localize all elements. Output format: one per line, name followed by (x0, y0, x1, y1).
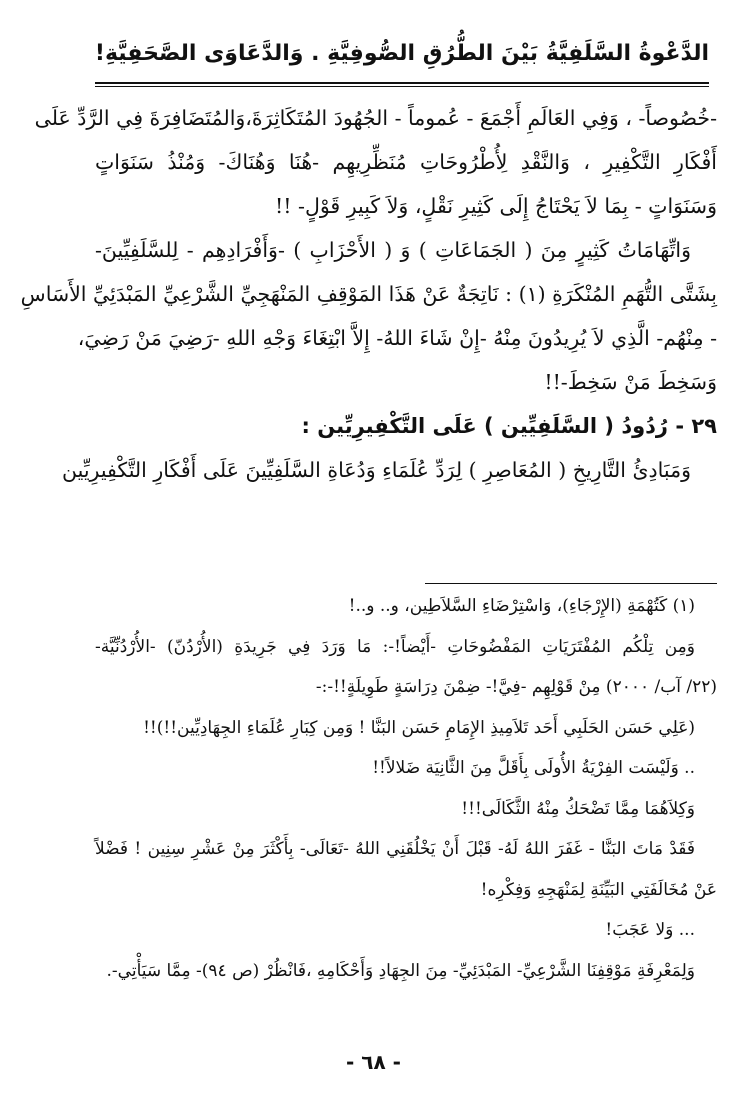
footnotes (95, 586, 717, 991)
footnote-line: فَقَدْ مَاتَ البَنَّا - غَفَرَ اللهُ لَهُ- قَبْلَ أَنْ يَخْلُقَنِي اللهُ -تَعَالَى- بِأَكْثَرَ مِنْ عَشْرِ سِنِين ! فَضْلاً (95, 839, 695, 859)
body-line: وَمَبَادِئُ التَّارِيخِ ( المُعَاصِرِ ) لِرَدِّ عُلَمَاءِ وَدُعَاةِ السَّلَفِيِّينَ عَلَى أَفْكَارِ التَّكْفِيرِيِّين (62, 458, 691, 482)
header-rule-thin (95, 86, 709, 87)
footnote-line: وَمِن تِلْكُم المُفْتَرَيَاتِ المَفْضُوحَاتِ -أَيْضاً!-: مَا وَرَدَ فِي جَرِيدَةِ (الأُرْدُنّ) -الأُرْدُنِّيَّة- (95, 636, 695, 657)
footnote-separator (425, 583, 717, 584)
footnote-line: (عَلِي حَسَن الحَلَبِي أَحَد تَلاَمِيذِ الإِمَامِ حَسَن البَنَّا ! وَمِن كِبَارِ عُلَمَاءِ الجِهَادِيِّين!!)!! (143, 717, 695, 738)
body-line: وَسَخِطَ مَنْ سَخِطَ-!! (544, 370, 717, 394)
footnote-line: وَلِمَعْرِفَةِ مَوْقِفِنَا الشَّرْعِيِّ- المَبْدَئِيِّ- مِنَ الجِهَادِ وَأَحْكَامِهِ ،فَانْظُرْ (ص ٩٤)- مِمَّا سَيَأْتِي-. (106, 960, 695, 981)
page-number: - ٦٨ - (346, 1050, 401, 1074)
body-line: - مِنْهُم- الَّذِي لاَ يُرِيدُونَ مِنْهُ -إِنْ شَاءَ اللهُ- إِلاَّ ابْتِغَاءَ وَجْهِ اللهِ -رَضِيَ مَنْ رَضِيَ، (77, 326, 717, 350)
footnote-line: .. وَلَيْسَت الفِرْيَةُ الأُولَى بِأَقَلَّ مِنَ الثَّانِيَة ضَلالاً!! (372, 758, 695, 778)
footnote-line: وَكِلاَهُمَا مِمَّا تَضْحَكُ مِنْهُ الثَّكَالَى!!! (461, 798, 695, 819)
body-line: -خُصُوصاً- ، وَفِي العَالَمِ أَجْمَعَ - عُموماً - الجُهُودَ المُتَكَاثِرَةَ،وَالمُتَضَافِرَةَ فِي الرَّدِّ عَلَى (34, 106, 717, 130)
running-header: الدَّعْوةُ السَّلَفِيَّةُ بَيْنَ الطُّرُقِ الصُّوفِيَّةِ . وَالدَّعَاوَى الصَّحَفِيَّةِ! (94, 41, 709, 66)
footnote-line: (٢٢/ آب/ ٢٠٠٠) مِنْ قَوْلِهِم -فِيَّ!- ضِمْنَ دِرَاسَةٍ طَوِيلَةٍ!!-:- (315, 677, 717, 697)
footnote-line: ... وَلا عَجَبَ! (605, 920, 695, 940)
header-rule (95, 82, 709, 84)
body-line: وَاتِّهَامَاتُ كَثِيرٍ مِنَ ( الجَمَاعَاتِ ) وَ ( الأَحْزَابِ ) -وَأَفْرَادِهِم - لِلسَّلَفِيِّينَ- (95, 238, 691, 262)
main-text (20, 96, 717, 492)
section-heading: ٢٩ - رُدُودُ ( السَّلَفِيِّين ) عَلَى التَّكْفِيرِيِّين : (301, 414, 717, 438)
body-line: أَفْكَارِ التَّكْفِيرِ ، وَالنَّقْدِ لِأُطْرُوحَاتِ مُنَظِّرِيهِم -هُنَا وَهُنَاكَ- وَمُنْذُ سَنَوَاتٍ (95, 150, 717, 174)
footnote-line: عَنْ مُخَالَفَتِي البَيِّنَةِ لِمَنْهَجِهِ وَفِكْرِه! (480, 879, 717, 900)
body-line: وَسَنَوَاتٍ - بِمَا لاَ يَحْتَاجُ إِلَى كَثِيرِ نَقْلٍ، وَلاَ كَبِيرِ قَوْلٍ- !! (275, 194, 717, 218)
footnote-line: (١) كَتُهْمَةِ (الإِرْجَاءِ)، وَاسْتِرْضَاءِ السَّلاَطِين، و.. و..! (348, 596, 695, 616)
body-line: بِشَتَّى التُّهَمِ المُنْكَرَةِ (١) : نَاتِجَةٌ عَنْ هَذَا المَوْقِفِ المَنْهَجِيِّ الشَّرْعِيِّ المَبْدَئِيِّ الأَسَاسِ (20, 282, 717, 306)
